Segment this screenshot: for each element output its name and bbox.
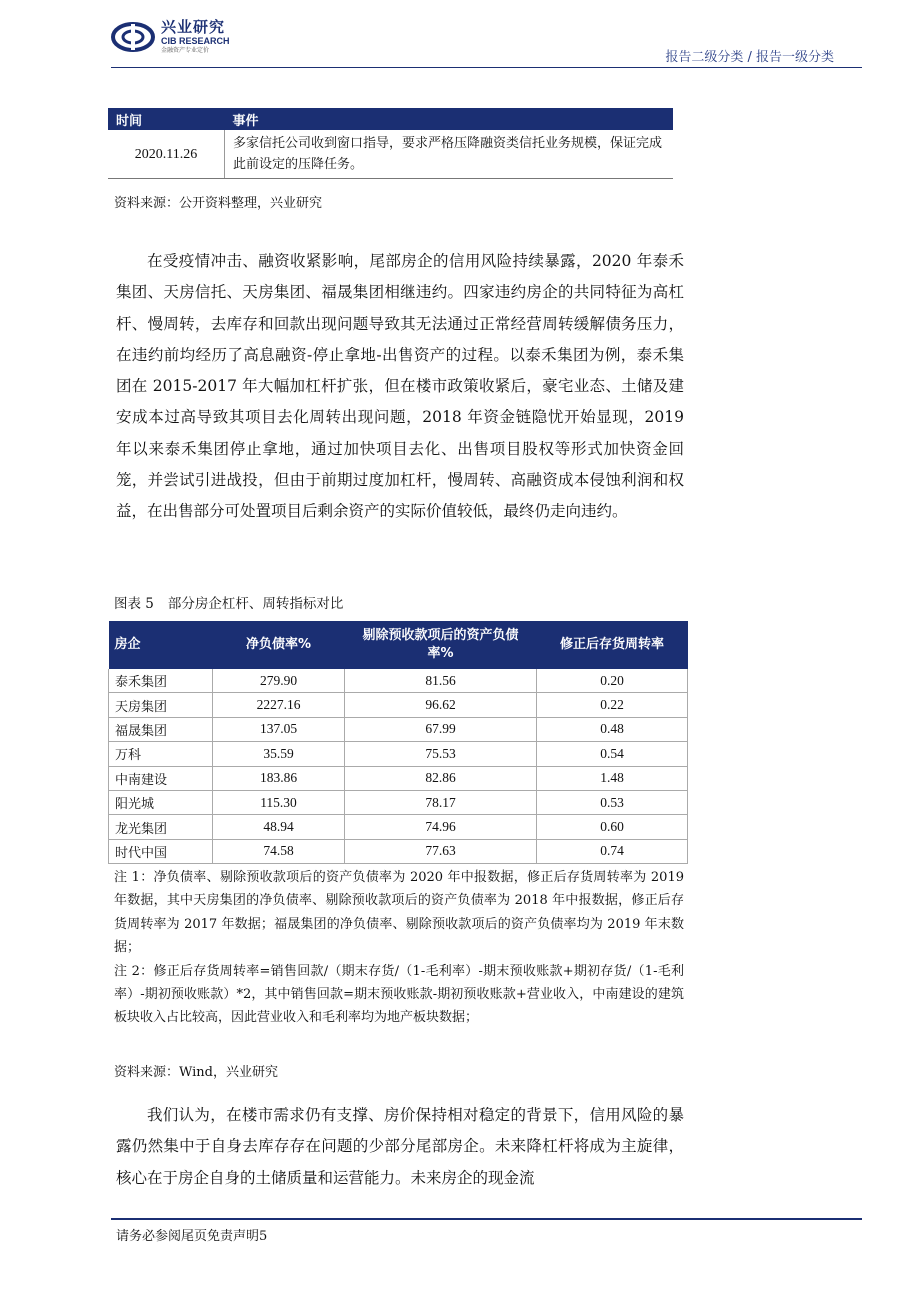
net-debt-ratio: 48.94 [213, 815, 345, 839]
company-name: 万科 [109, 742, 213, 766]
table-source: 资料来源：Wind，兴业研究 [114, 1065, 278, 1080]
inventory-turnover: 1.48 [537, 766, 688, 790]
table-row [109, 815, 688, 839]
company-name: 天房集团 [109, 693, 213, 717]
figure-title: 部分房企杠杆、周转指标对比 [167, 596, 344, 612]
footer-disclaimer: 请务必参阅尾页免责声明 [116, 1229, 260, 1244]
adjusted-liability-ratio: 82.86 [345, 766, 537, 790]
company-name: 福晟集团 [109, 717, 213, 741]
net-debt-ratio: 279.90 [213, 669, 345, 693]
logo-slogan: 金融资产专业定价 [161, 47, 210, 54]
adjusted-liability-ratio: 77.63 [345, 839, 537, 863]
inventory-turnover: 0.54 [537, 742, 688, 766]
event-table-source: 资料来源：公开资料整理，兴业研究 [114, 196, 323, 211]
body-paragraph-2: 我们认为，在楼市需求仍有支撑、房价保持相对稳定的背景下，信用风险的暴露仍然集中于自身去库存存在问题的少部分尾部房企。未来降杠杆将成为主旋律，核心在于房企自身的土储质量和运营能力。未来房企的现金流 [116, 1106, 684, 1187]
event-description: 多家信托公司收到窗口指导，要求严格压降融资类信托业务规模，保证完成此前设定的压降任务。 [225, 130, 674, 179]
event-table-header-event: 事件 [225, 108, 674, 130]
footer [116, 1225, 267, 1244]
column-header-company: 房企 [109, 621, 213, 669]
company-name: 中南建设 [109, 766, 213, 790]
net-debt-ratio: 183.86 [213, 766, 345, 790]
company-name: 阳光城 [109, 790, 213, 814]
adjusted-liability-ratio: 75.53 [345, 742, 537, 766]
inventory-turnover: 0.22 [537, 693, 688, 717]
table-row [109, 717, 688, 741]
inventory-turnover: 0.20 [537, 669, 688, 693]
event-table [108, 108, 673, 179]
column-header-inventory-turnover: 修正后存货周转率 [537, 621, 688, 669]
event-table-header-time: 时间 [108, 108, 225, 130]
net-debt-ratio: 2227.16 [213, 693, 345, 717]
adjusted-liability-ratio: 67.99 [345, 717, 537, 741]
adjusted-liability-ratio: 81.56 [345, 669, 537, 693]
body-paragraph-1: 在受疫情冲击、融资收紧影响，尾部房企的信用风险持续暴露，2020 年泰禾集团、天房信托、天房集团、福晟集团相继违约。四家违约房企的共同特征为高杠杆、慢周转，去库存和回款出现问题导致其无法通过正常经营周转缓解债务压力，在违约前均经历了高息融资-停止拿地-出售资产的过程。以泰禾集团为例，泰禾集团在 2015-2017 年大幅加杠杆扩张，但在楼市政策收紧后，豪宅业态、土储及建安成本过高导致其项目去化周转出现问题，2018 年资金链隐忧开始显现，2019 年以来泰禾集团停止拿地，通过加快项目去化、出售项目股权等形式加快资金回笼，并尝试引进战投，但由于前期过度加杠杆，慢周转、高融资成本侵蚀利润和权益，在出售部分可处置项目后剩余资产的实际价值较低，最终仍走向违约。 [116, 252, 684, 521]
adjusted-liability-ratio: 96.62 [345, 693, 537, 717]
leverage-turnover-table [108, 621, 688, 864]
logo-english-name: CIB RESEARCH [161, 36, 230, 46]
net-debt-ratio: 137.05 [213, 717, 345, 741]
table-note-2: 注 2：修正后存货周转率=销售回款/（期末存货/（1-毛利率）-期末预收账款+期初存货/（1-毛利率）-期初预收账款）*2，其中销售回款=期末预收账款-期初预收账款+营业收入，中南建设的建筑板块收入占比较高，因此营业收入和毛利率均为地产板块数据； [114, 963, 684, 1026]
inventory-turnover: 0.60 [537, 815, 688, 839]
figure-label: 图表 5 [114, 596, 154, 612]
table-row [109, 839, 688, 863]
inventory-turnover: 0.74 [537, 839, 688, 863]
footer-divider [111, 1218, 862, 1220]
table-notes [114, 866, 684, 1030]
table-row [108, 130, 673, 179]
column-header-net-debt-ratio: 净负债率% [213, 621, 345, 669]
cib-logo [111, 20, 230, 54]
cib-logo-icon [111, 22, 155, 52]
net-debt-ratio: 74.58 [213, 839, 345, 863]
column-header-adjusted-liability-ratio: 剔除预收款项后的资产负债率% [345, 621, 537, 669]
table-row [109, 766, 688, 790]
table-row [109, 693, 688, 717]
table-note-1: 注 1：净负债率、剔除预收款项后的资产负债率为 2020 年中报数据，修正后存货周转率为 2019 年数据，其中天房集团的净负债率、剔除预收款项后的资产负债率为 2018 年中报数据，修正后存货周转率为 2017 年数据；福晟集团的净负债率、剔除预收款项后的资产负债率均为 2019 年末数据； [114, 870, 684, 956]
table-row [109, 790, 688, 814]
report-category: 报告二级分类 / 报告一级分类 [665, 50, 834, 65]
net-debt-ratio: 115.30 [213, 790, 345, 814]
company-name: 时代中国 [109, 839, 213, 863]
inventory-turnover: 0.48 [537, 717, 688, 741]
company-name: 龙光集团 [109, 815, 213, 839]
table-row [109, 742, 688, 766]
adjusted-liability-ratio: 74.96 [345, 815, 537, 839]
table-row [109, 669, 688, 693]
inventory-turnover: 0.53 [537, 790, 688, 814]
logo-chinese-name: 兴业研究 [161, 18, 226, 36]
figure-caption [114, 592, 357, 612]
company-name: 泰禾集团 [109, 669, 213, 693]
event-date: 2020.11.26 [108, 130, 225, 179]
net-debt-ratio: 35.59 [213, 742, 345, 766]
header-divider [111, 67, 862, 68]
page-number: 5 [259, 1229, 268, 1244]
adjusted-liability-ratio: 78.17 [345, 790, 537, 814]
